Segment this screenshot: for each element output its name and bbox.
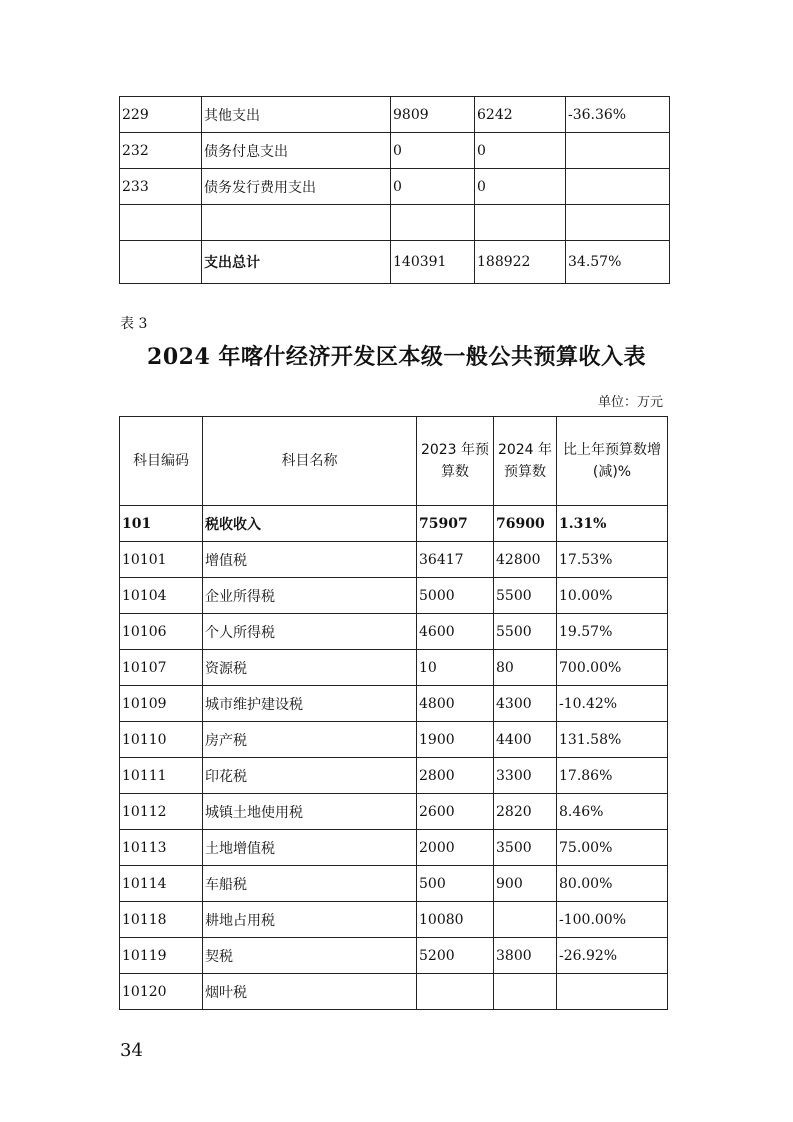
header-change: 比上年预算数增(减)%	[557, 417, 668, 506]
cell-name: 资源税	[203, 650, 417, 686]
cell-pct: 131.58%	[557, 722, 668, 758]
table-row	[120, 902, 668, 938]
page-number: 34	[120, 1040, 143, 1061]
cell-v2023: 5200	[417, 938, 494, 974]
table-row	[120, 758, 668, 794]
table-row	[120, 650, 668, 686]
cell-v2023	[391, 205, 475, 241]
cell-name: 契税	[203, 938, 417, 974]
table-row	[120, 169, 670, 205]
table-row	[120, 542, 668, 578]
cell-pct	[566, 205, 670, 241]
page-title: 2024 年喀什经济开发区本级一般公共预算收入表	[147, 344, 646, 370]
cell-name: 企业所得税	[203, 578, 417, 614]
table-row	[120, 830, 668, 866]
cell-pct: 34.57%	[566, 241, 670, 284]
header-2024: 2024 年预算数	[494, 417, 557, 506]
cell-v2024: 0	[475, 133, 566, 169]
cell-code: 10118	[120, 902, 203, 938]
cell-v2024: 3300	[494, 758, 557, 794]
cell-name: 债务付息支出	[202, 133, 391, 169]
cell-pct: 17.86%	[557, 758, 668, 794]
table-label: 表 3	[120, 316, 148, 332]
cell-v2024: 5500	[494, 614, 557, 650]
table-row	[120, 866, 668, 902]
cell-v2023: 2000	[417, 830, 494, 866]
total-row	[120, 241, 670, 284]
cell-pct: 80.00%	[557, 866, 668, 902]
cell-pct: 75.00%	[557, 830, 668, 866]
cell-pct: -100.00%	[557, 902, 668, 938]
cell-code: 232	[120, 133, 202, 169]
cell-name: 支出总计	[202, 241, 391, 284]
cell-pct: 8.46%	[557, 794, 668, 830]
cell-v2024: 3800	[494, 938, 557, 974]
cell-name: 烟叶税	[203, 974, 417, 1010]
cell-v2024	[475, 205, 566, 241]
cell-name: 车船税	[203, 866, 417, 902]
table-row	[120, 614, 668, 650]
cell-v2024: 2820	[494, 794, 557, 830]
cell-pct	[566, 169, 670, 205]
cell-pct: -26.92%	[557, 938, 668, 974]
cell-name: 其他支出	[202, 97, 391, 133]
cell-v2023: 0	[391, 133, 475, 169]
cell-code: 10109	[120, 686, 203, 722]
cell-pct	[566, 133, 670, 169]
cell-v2024: 42800	[494, 542, 557, 578]
cell-name: 个人所得税	[203, 614, 417, 650]
cell-v2023: 10	[417, 650, 494, 686]
cell-v2024: 6242	[475, 97, 566, 133]
cell-v2024: 900	[494, 866, 557, 902]
table-row	[120, 974, 668, 1010]
cell-pct: -36.36%	[566, 97, 670, 133]
cell-name: 增值税	[203, 542, 417, 578]
cell-code: 233	[120, 169, 202, 205]
cell-v2023: 10080	[417, 902, 494, 938]
cell-code: 10120	[120, 974, 203, 1010]
cell-v2024: 188922	[475, 241, 566, 284]
revenue-table	[119, 416, 668, 1010]
cell-code: 10113	[120, 830, 203, 866]
cell-code	[120, 241, 202, 284]
cell-name	[202, 205, 391, 241]
cell-v2023: 500	[417, 866, 494, 902]
cell-code: 10110	[120, 722, 203, 758]
cell-name: 耕地占用税	[203, 902, 417, 938]
cell-v2024: 3500	[494, 830, 557, 866]
cell-v2024: 76900	[494, 506, 557, 542]
cell-code: 10101	[120, 542, 203, 578]
cell-v2024	[494, 902, 557, 938]
cell-pct: 10.00%	[557, 578, 668, 614]
table-row	[120, 578, 668, 614]
cell-v2023: 4600	[417, 614, 494, 650]
expenditure-table-continued	[119, 96, 670, 284]
cell-name: 房产税	[203, 722, 417, 758]
cell-v2023: 140391	[391, 241, 475, 284]
header-2023: 2023 年预算数	[417, 417, 494, 506]
header-name: 科目名称	[203, 417, 417, 506]
cell-code: 10106	[120, 614, 203, 650]
cell-v2023: 2600	[417, 794, 494, 830]
table-row	[120, 205, 670, 241]
cell-v2023: 9809	[391, 97, 475, 133]
cell-code: 10107	[120, 650, 203, 686]
cell-v2024: 5500	[494, 578, 557, 614]
cell-v2023: 1900	[417, 722, 494, 758]
cell-v2023: 2800	[417, 758, 494, 794]
cell-v2023: 4800	[417, 686, 494, 722]
cell-v2024: 4300	[494, 686, 557, 722]
cell-code	[120, 205, 202, 241]
table-row	[120, 794, 668, 830]
table-row	[120, 722, 668, 758]
cell-code: 10114	[120, 866, 203, 902]
cell-v2023: 0	[391, 169, 475, 205]
cell-v2023: 36417	[417, 542, 494, 578]
cell-pct	[557, 974, 668, 1010]
cell-code: 10112	[120, 794, 203, 830]
cell-name: 土地增值税	[203, 830, 417, 866]
cell-name: 税收收入	[203, 506, 417, 542]
table-row	[120, 97, 670, 133]
cell-name: 印花税	[203, 758, 417, 794]
cell-v2023: 5000	[417, 578, 494, 614]
cell-pct: -10.42%	[557, 686, 668, 722]
cell-name: 城镇土地使用税	[203, 794, 417, 830]
cell-v2024: 0	[475, 169, 566, 205]
cell-pct: 700.00%	[557, 650, 668, 686]
cell-v2023: 75907	[417, 506, 494, 542]
table-row	[120, 686, 668, 722]
cell-code: 10119	[120, 938, 203, 974]
cell-code: 10111	[120, 758, 203, 794]
cell-v2024: 80	[494, 650, 557, 686]
cell-pct: 17.53%	[557, 542, 668, 578]
header-code: 科目编码	[120, 417, 203, 506]
cell-code: 229	[120, 97, 202, 133]
cell-code: 101	[120, 506, 203, 542]
cell-name: 城市维护建设税	[203, 686, 417, 722]
cell-pct: 1.31%	[557, 506, 668, 542]
table-header-row	[120, 417, 668, 506]
unit-label: 单位：万元	[597, 395, 663, 410]
table-row	[120, 506, 668, 542]
cell-v2023	[417, 974, 494, 1010]
table-row	[120, 133, 670, 169]
cell-code: 10104	[120, 578, 203, 614]
cell-name: 债务发行费用支出	[202, 169, 391, 205]
table-row	[120, 938, 668, 974]
cell-v2024: 4400	[494, 722, 557, 758]
cell-pct: 19.57%	[557, 614, 668, 650]
cell-v2024	[494, 974, 557, 1010]
